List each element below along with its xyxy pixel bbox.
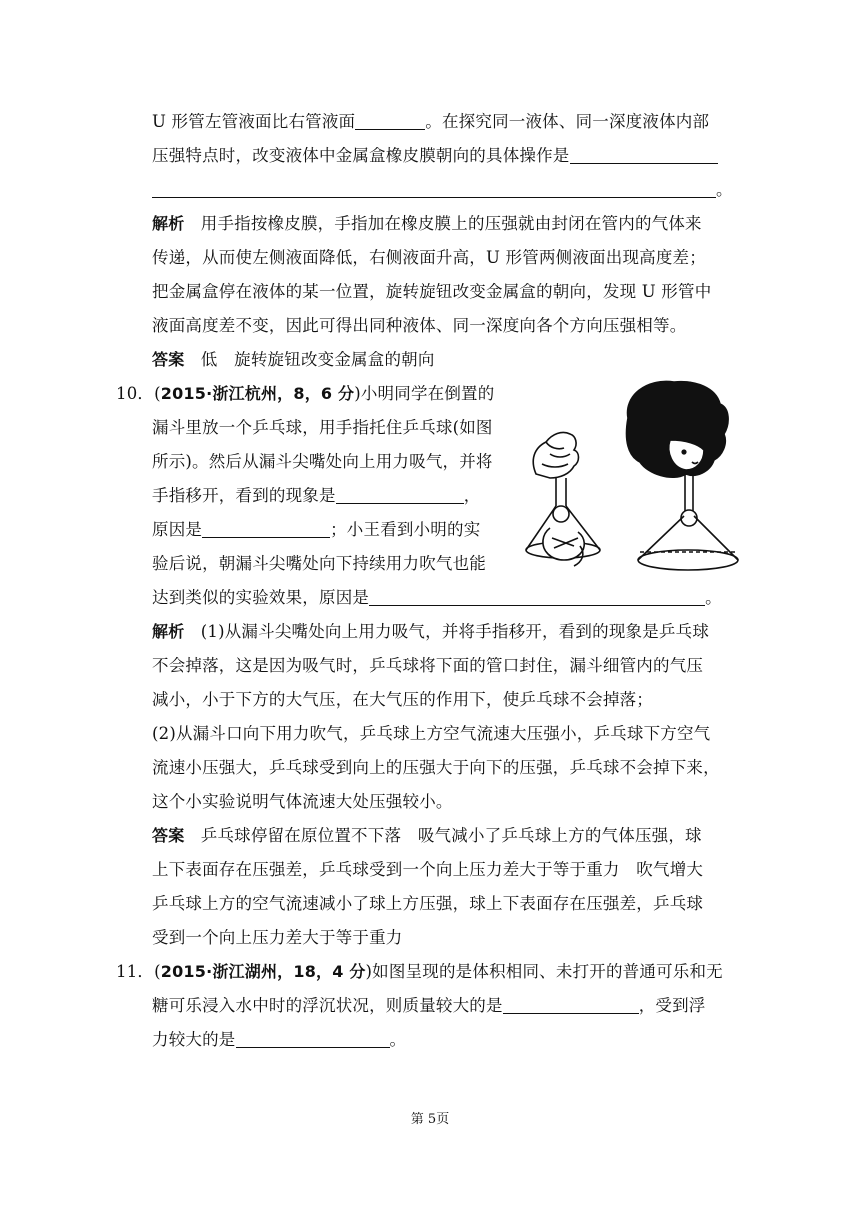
q10-text: 所示)。然后从漏斗尖嘴处向上用力吸气，并将 — [152, 452, 493, 471]
q10-answer-line-4 — [152, 926, 403, 950]
q10-answer-line-3 — [152, 892, 703, 916]
analysis-text: 不会掉落，这是因为吸气时，乒乓球将下面的管口封住，漏斗细管内的气压 — [152, 656, 704, 675]
q10-answer-line-2 — [152, 858, 703, 882]
q11-text: )如图呈现的是体积相同、未打开的普通可乐和无 — [365, 962, 723, 981]
answer-blank — [570, 145, 718, 164]
q10-line-7 — [152, 586, 722, 610]
q10-text: 验后说，朝漏斗尖嘴处向下持续用力吹气也能 — [152, 554, 486, 573]
q10-paren: ( — [154, 384, 161, 403]
q10-line-3 — [152, 450, 493, 474]
funnel-experiment-figure — [520, 378, 740, 588]
question-number: 10． — [116, 384, 155, 403]
analysis-text: (1)从漏斗尖嘴处向上用力吸气，并将手指移开，看到的现象是乒乓球 — [200, 622, 710, 641]
answer-text: 上下表面存在压强差，乒乓球受到一个向上压力差大于等于重力 吹气增大 — [152, 860, 704, 879]
q11-line-3 — [152, 1028, 406, 1052]
question-source: 2015·浙江杭州，8，6 分 — [160, 384, 355, 403]
answer-label: 答案 — [152, 826, 185, 845]
q10-analysis-line-6 — [152, 790, 453, 814]
q10-line-1 — [116, 382, 494, 406]
answer-label: 答案 — [152, 350, 185, 369]
answer-blank — [236, 1029, 390, 1048]
q10-text: ；小王看到小明的实 — [330, 520, 481, 539]
analysis-text: 流速小压强大，乒乓球受到向上的压强大于向下的压强，乒乓球不会掉下来， — [152, 758, 720, 777]
q9-line-1 — [152, 110, 709, 134]
answer-blank — [336, 485, 464, 504]
q10-analysis-line-5 — [152, 756, 720, 780]
answer-blank — [369, 587, 705, 606]
q10-line-4 — [152, 484, 480, 508]
analysis-text: (2)从漏斗口向下用力吹气，乒乓球上方空气流速大压强小，乒乓球下方空气 — [152, 724, 711, 743]
q11-text: ，受到浮 — [638, 996, 706, 1015]
q9-text: U 形管左管液面比右管液面 — [152, 112, 356, 131]
q10-text: )小明同学在倒置的 — [354, 384, 495, 403]
page-number: 第 5页 — [410, 1112, 450, 1127]
q10-analysis-line-4 — [152, 722, 710, 746]
question-number: 11． — [116, 962, 155, 981]
q11-line-2 — [152, 994, 706, 1018]
answer-text: 乒乓球上方的空气流速减小了球上方压强，球上下表面存在压强差，乒乓球 — [152, 894, 704, 913]
analysis-text: 把金属盒停在液体的某一位置，旋转旋钮改变金属盒的朝向，发现 U 形管中 — [152, 282, 712, 301]
q11-text: 力较大的是 — [152, 1030, 236, 1049]
q10-text: 。 — [705, 588, 722, 607]
q10-analysis-line-1 — [152, 620, 709, 644]
q9-line-2 — [152, 144, 718, 168]
q10-line-5 — [152, 518, 480, 542]
q10-text: 达到类似的实验效果，原因是 — [152, 588, 370, 607]
q10-analysis-line-3 — [152, 688, 653, 712]
analysis-text: 这个小实验说明气体流速大处压强较小。 — [152, 792, 453, 811]
q11-line-1 — [116, 960, 723, 984]
q9-analysis-line-2 — [152, 246, 706, 270]
analysis-text: 用手指按橡皮膜，手指加在橡皮膜上的压强就由封闭在管内的气体来 — [200, 214, 702, 233]
q10-text: 手指移开，看到的现象是 — [152, 486, 336, 505]
analysis-text: 传递，从而使左侧液面降低，右侧液面升高，U 形管两侧液面出现高度差； — [152, 248, 706, 267]
question-source: 2015·浙江湖州，18，4 分 — [160, 962, 366, 981]
q9-analysis-line-3 — [152, 280, 711, 304]
q11-text: 糖可乐浸入水中时的浮沉状况，则质量较大的是 — [152, 996, 503, 1015]
answer-text: 受到一个向上压力差大于等于重力 — [152, 928, 403, 947]
answer-blank — [503, 995, 639, 1014]
q10-text: ， — [463, 486, 481, 505]
answer-text: 低 旋转旋钮改变金属盒的朝向 — [200, 350, 435, 369]
q11-paren: ( — [154, 962, 161, 981]
answer-text: 乒乓球停留在原位置不下落 吸气减小了乒乓球上方的气体压强，球 — [200, 826, 702, 845]
q10-text: 漏斗里放一个乒乓球，用手指托住乒乓球(如图 — [152, 418, 493, 437]
q9-answer — [152, 348, 435, 372]
analysis-label: 解析 — [152, 622, 185, 641]
boy-funnel-drawing — [627, 381, 739, 570]
q9-text: 。 — [716, 180, 733, 199]
q11-text: 。 — [389, 1030, 407, 1049]
answer-blank — [202, 519, 330, 538]
analysis-text: 减小，小于下方的大气压，在大气压的作用下，使乒乓球不会掉落； — [152, 690, 653, 709]
q9-text: 。在探究同一液体、同一深度液体内部 — [425, 112, 710, 131]
answer-blank — [152, 179, 716, 198]
q9-analysis-line-4 — [152, 314, 686, 338]
analysis-label: 解析 — [152, 214, 185, 233]
q9-line-3 — [152, 178, 733, 202]
hand-funnel-drawing — [526, 432, 600, 566]
q10-line-2 — [152, 416, 493, 440]
q10-text: 原因是 — [152, 520, 203, 539]
q9-analysis-line-1 — [152, 212, 702, 236]
q10-answer-line-1 — [152, 824, 702, 848]
q10-analysis-line-2 — [152, 654, 703, 678]
answer-blank — [355, 111, 425, 130]
q10-line-6 — [152, 552, 486, 576]
analysis-text: 液面高度差不变，因此可得出同种液体、同一深度向各个方向压强相等。 — [152, 316, 687, 335]
q9-text: 压强特点时，改变液体中金属盒橡皮膜朝向的具体操作是 — [152, 146, 570, 165]
